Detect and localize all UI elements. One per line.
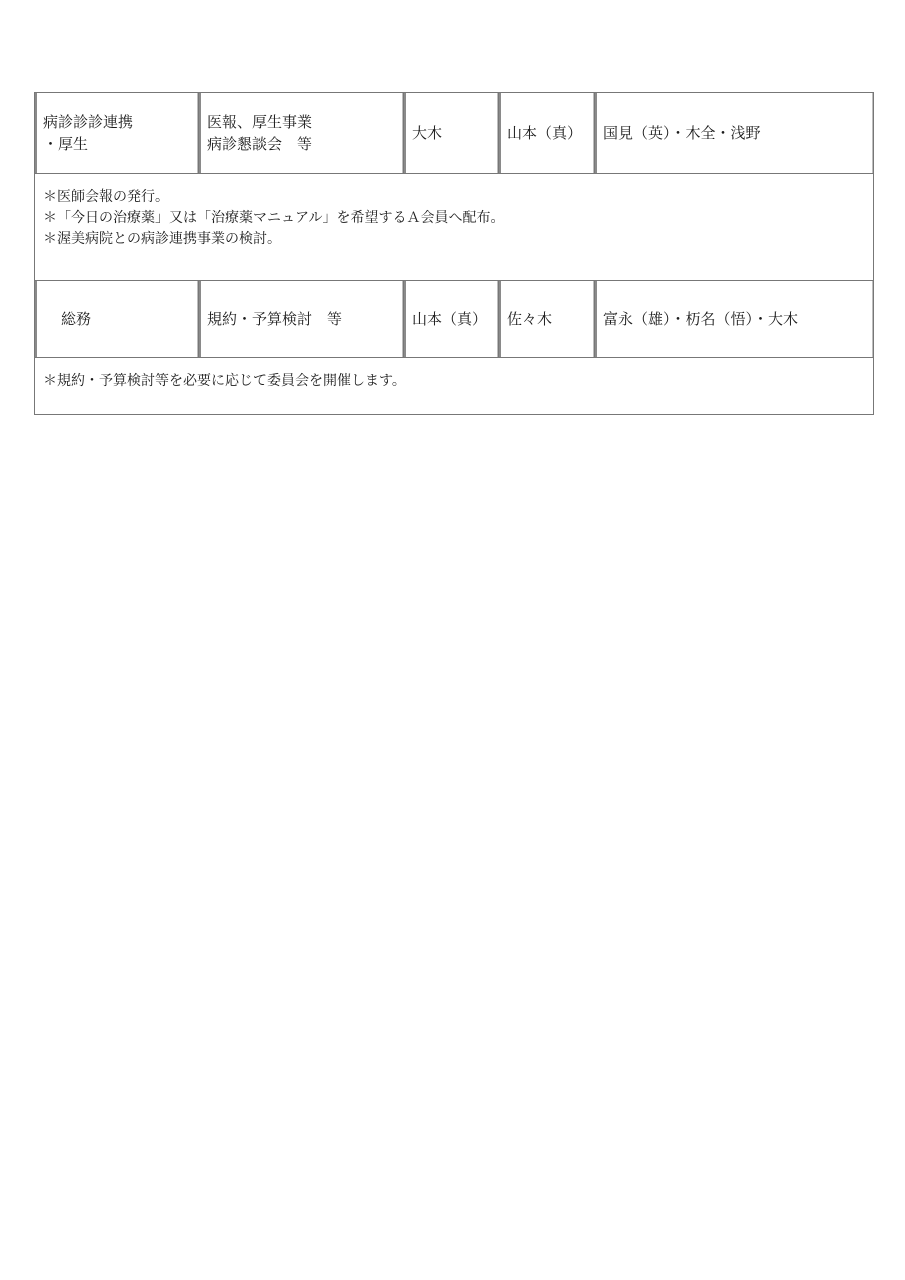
note-line: ＊「今日の治療薬」又は「治療薬マニュアル」を希望するＡ会員へ配布。 [43, 210, 505, 226]
duties-line: 医報、厚生事業 [207, 113, 313, 131]
committee-name-cell [35, 93, 199, 174]
chair-cell: 山本（真） [404, 281, 499, 358]
table-row [35, 281, 874, 358]
notes-cell [35, 174, 874, 281]
duties-line: 規約・予算検討 等 [207, 310, 343, 328]
table-row [35, 358, 874, 415]
duties-cell [199, 93, 404, 174]
members-cell: 富永（雄）・杤名（悟）・大木 [595, 281, 874, 358]
note-line: ＊規約・予算検討等を必要に応じて委員会を開催します。 [43, 373, 406, 389]
committee-name-cell [35, 281, 199, 358]
vice-chair-cell: 佐々木 [499, 281, 595, 358]
table-row [35, 93, 874, 174]
duties-cell [199, 281, 404, 358]
note-line: ＊医師会報の発行。 [43, 189, 169, 205]
committee-name-line: 病診診診連携 [43, 113, 134, 131]
duties-line: 病診懇談会 等 [207, 135, 313, 153]
committee-name-line: 総務 [61, 310, 92, 328]
committee-table [34, 92, 874, 415]
members-cell: 国見（英）・木全・浅野 [595, 93, 874, 174]
committee-name-line: ・厚生 [43, 135, 89, 153]
vice-chair-cell: 山本（真） [499, 93, 595, 174]
chair-cell: 大木 [404, 93, 499, 174]
notes-cell [35, 358, 874, 415]
note-line: ＊渥美病院との病診連携事業の検討。 [43, 231, 281, 247]
table-row [35, 174, 874, 281]
